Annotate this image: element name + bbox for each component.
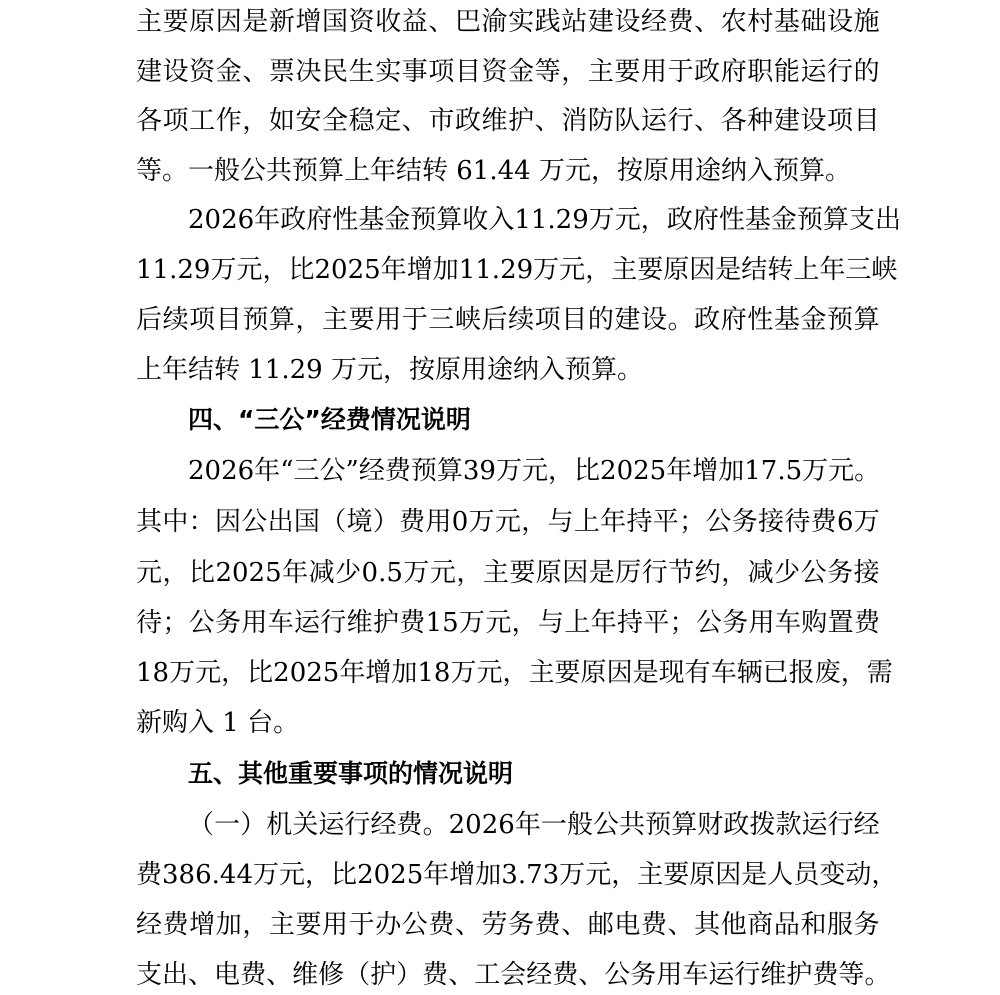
text-line: 主 要 原 因 是 新 增 国 资 收 益 、 巴 渝 实 践 站 建 设 经 费 、 农 村 基 础 设 施 xyxy=(136,7,880,37)
paragraph-first-line: 2026 年 政 府 性 基 金 预 算 收 入 11.29 万 元 ， 政 府 性 基 金 预 算 支 出 xyxy=(188,205,901,235)
text-line: 18 万 元 ， 比 2025 年 增 加 18 万 元 ， 主 要 原 因 是 现 有 车 辆 已 报 废 ， 需 xyxy=(136,658,893,688)
text-line: 等。一般公共预算上年结转 61.44 万元，按原用途纳入预算。 xyxy=(136,156,851,186)
text-line: 新购入 1 台。 xyxy=(136,708,300,738)
text-line: 后 续 项 目 预 算 ， 主 要 用 于 三 峡 后 续 项 目 的 建 设 。 政 府 性 基 金 预 算 xyxy=(136,305,880,335)
text-line: 费 386.44 万 元 ， 比 2025 年 增 加 3.73 万 元 ， 主 要 原 因 是 人 员 变 动 ， xyxy=(136,860,898,890)
paragraph-first-line: （ 一 ） 机 关 运 行 经 费 。 2026 年 一 般 公 共 预 算 财 政 拨 款 运 行 经 xyxy=(188,810,880,840)
text-line: 11.29 万 元 ， 比 2025 年 增 加 11.29 万 元 ， 主 要 原 因 是 结 转 上 年 三 峡 xyxy=(136,255,898,285)
text-line: 待 ； 公 务 用 车 运 行 维 护 费 15 万 元 ， 与 上 年 持 平 ； 公 务 用 车 购 置 费 xyxy=(136,608,880,638)
section-heading: 五、其他重要事项的情况说明 xyxy=(188,759,514,788)
text-line: 各 项 工 作 ， 如 安 全 稳 定 、 市 政 维 护 、 消 防 队 运 行 、 各 种 建 设 项 目 xyxy=(136,106,880,136)
paragraph-first-line: 2026 年 “ 三 公 ” 经 费 预 算 39 万 元 ， 比 2025 年 增 加 17.5 万 元 。 xyxy=(188,456,881,486)
text-line: 元 ， 比 2025 年 减 少 0.5 万 元 ， 主 要 原 因 是 厉 行 节 约 ， 减 少 公 务 接 xyxy=(136,558,880,588)
text-line: 经 费 增 加 ， 主 要 用 于 办 公 费 、 劳 务 费 、 邮 电 费 、 其 他 商 品 和 服 务 xyxy=(136,910,880,940)
text-line: 其 中 ： 因 公 出 国 （ 境 ） 费 用 0 万 元 ， 与 上 年 持 平 ； 公 务 接 待 费 6 万 xyxy=(136,507,880,537)
section-heading: 四、“三公”经费情况说明 xyxy=(188,405,471,434)
text-line: 上年结转 11.29 万元，按原用途纳入预算。 xyxy=(136,355,643,385)
text-line: 支 出 、 电 费 、 维 修 （ 护 ） 费 、 工 会 经 费 、 公 务 用 车 运 行 维 护 费 等 。 xyxy=(136,960,891,990)
text-line: 建 设 资 金 、 票 决 民 生 实 事 项 目 资 金 等 ， 主 要 用 于 政 府 职 能 运 行 的 xyxy=(136,57,880,87)
